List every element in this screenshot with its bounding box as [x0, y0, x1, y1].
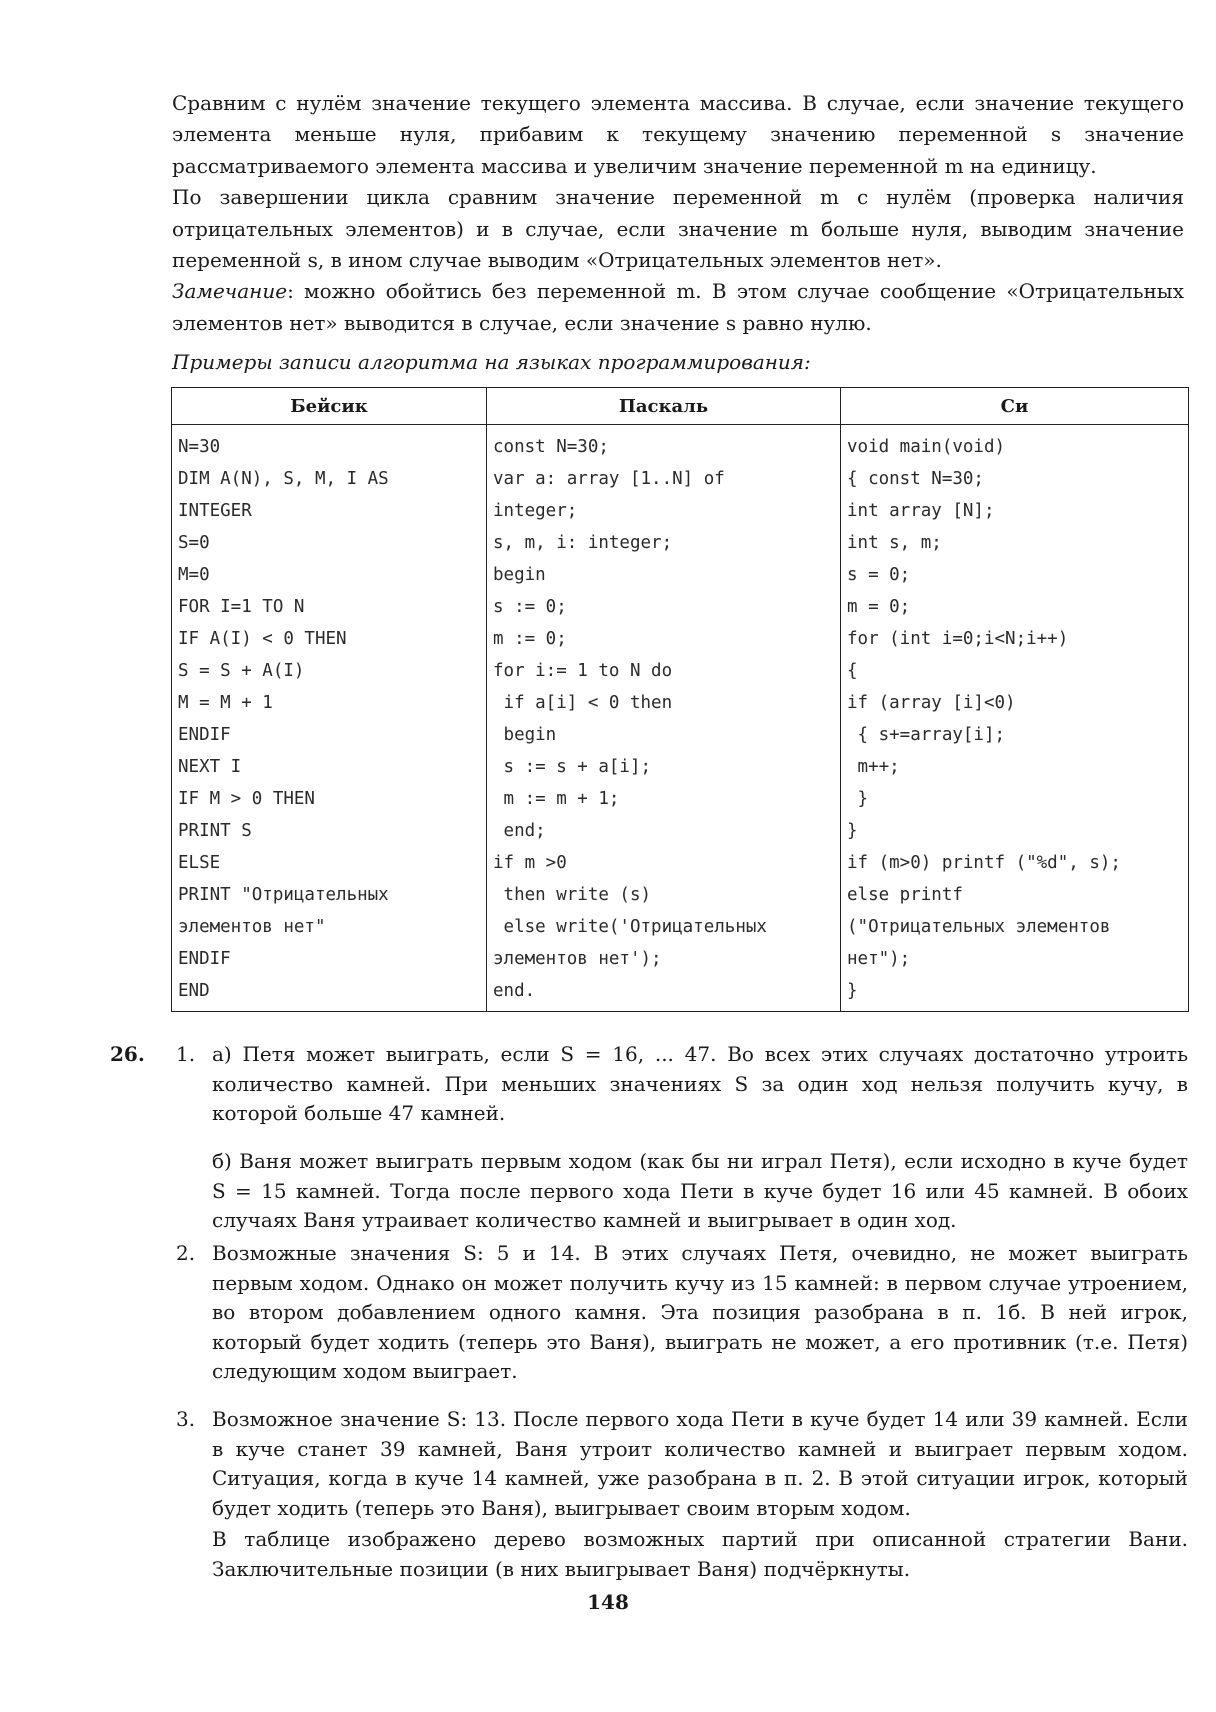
c-code-line: { const N=30;: [847, 469, 984, 489]
c-code-cell: [841, 425, 1189, 1012]
basic-code-line: INTEGER: [178, 501, 252, 521]
pascal-code-line: begin: [493, 725, 557, 745]
task-item-1b: [212, 1147, 1188, 1236]
basic-code-line: PRINT S: [178, 821, 252, 841]
basic-code-line: элементов нет": [178, 917, 326, 937]
header-pascal: Паскаль: [487, 388, 841, 425]
item-text: В таблице изображено дерево возможных партий при описанной стратегии Вани. Заключительные позиции (в них выигрывает Ваня) подчёркнуты.: [212, 1527, 1188, 1581]
pascal-code-line: then write (s): [493, 885, 652, 905]
basic-code-line: M=0: [178, 565, 210, 585]
pascal-code-line: элементов нет');: [493, 949, 662, 969]
c-code-line: for (int i=0;i<N;i++): [847, 629, 1069, 649]
item-text: б) Ваня может выиграть первым ходом (как бы ни играл Петя), если исходно в куче будет S = 15 камней. Тогда после первого хода Пети в куче будет 16 или 45 камней. В обоих случаях Ваня утраивает количество камней и выигрывает в один ход.: [212, 1149, 1188, 1232]
note-label: Замечание: [172, 279, 288, 304]
intro-paragraph-2: По завершении цикла сравним значение переменной m с нулём (проверка наличия отрицательных элементов) и в случае, если значение m больше нуля, выводим значение переменной s, в ином случае выводим «Отрицательных элементов нет».: [172, 185, 1184, 273]
c-code-line: else printf: [847, 885, 963, 905]
basic-code-line: ELSE: [178, 853, 221, 873]
c-code-line: {: [847, 661, 858, 681]
pascal-code-line: end.: [493, 981, 536, 1001]
basic-code-line: PRINT "Отрицательных: [178, 885, 389, 905]
basic-code-line: NEXT I: [178, 757, 242, 777]
pascal-code-line: var a: array [1..N] of: [493, 469, 725, 489]
note-text: : можно обойтись без переменной m. В этом случае сообщение «Отрицательных элементов нет» выводится в случае, если значение s равно нулю.: [172, 279, 1184, 335]
pascal-code-line: m := 0;: [493, 629, 567, 649]
c-code-line: if (array [i]<0): [847, 693, 1016, 713]
task-item-3-table-note: [212, 1525, 1188, 1584]
c-code-line: { s+=array[i];: [847, 725, 1006, 745]
pascal-code-line: end;: [493, 821, 546, 841]
pascal-code-line: else write('Отрицательных: [493, 917, 767, 937]
page-number: 148: [587, 1590, 629, 1614]
task-number: 26.: [110, 1042, 145, 1066]
header-basic: Бейсик: [172, 388, 487, 425]
pascal-code-line: for i:= 1 to N do: [493, 661, 673, 681]
pascal-code-line: begin: [493, 565, 546, 585]
basic-code-line: ENDIF: [178, 725, 231, 745]
item-text: а) Петя может выиграть, если S = 16, ... 47. Во всех этих случаях достаточно утроить количество камней. При меньших значениях S за один ход нельзя получить кучу, в которой больше 47 камней.: [212, 1042, 1188, 1125]
c-code-line: }: [847, 789, 869, 809]
pascal-code-line: integer;: [493, 501, 578, 521]
item-number: 3.: [176, 1407, 196, 1431]
basic-code-line: M = M + 1: [178, 693, 273, 713]
basic-code-line: FOR I=1 TO N: [178, 597, 305, 617]
header-c: Си: [841, 388, 1189, 425]
c-code-line: нет");: [847, 949, 911, 969]
basic-code-line: END: [178, 981, 210, 1001]
code-table-header-row: [172, 388, 1189, 425]
c-code-line: m++;: [847, 757, 900, 777]
intro-paragraph-1: Сравним с нулём значение текущего элемента массива. В случае, если значение текущего элемента меньше нуля, прибавим к текущему значению переменной s значение рассматриваемого элемента массива и увеличим значение переменной m на единицу.: [172, 91, 1184, 178]
c-code-line: int array [N];: [847, 501, 995, 521]
pascal-code-line: s := s + a[i];: [493, 757, 652, 777]
c-code-line: int s, m;: [847, 533, 942, 553]
pascal-code-line: s, m, i: integer;: [493, 533, 673, 553]
pascal-code-line: m := m + 1;: [493, 789, 620, 809]
c-code-line: ("Отрицательных элементов: [847, 917, 1111, 937]
c-code-line: if (m>0) printf ("%d", s);: [847, 853, 1121, 873]
item-text: Возможное значение S: 13. После первого хода Пети в куче будет 14 или 39 камней. Если в куче станет 39 камней, Ваня утроит количество камней и выиграет первым ходом. Ситуация, когда в куче 14 камней, уже разобрана в п. 2. В этой ситуации игрок, который будет ходить (теперь это Ваня), выигрывает своим вторым ходом.: [212, 1407, 1188, 1520]
basic-code-line: IF M > 0 THEN: [178, 789, 315, 809]
basic-code-line: S = S + A(I): [178, 661, 305, 681]
task-item-3: [176, 1405, 1188, 1523]
pascal-code-line: if m >0: [493, 853, 567, 873]
item-text: Возможные значения S: 5 и 14. В этих случаях Петя, очевидно, не может выиграть первым ходом. Однако он может получить кучу из 15 камней: в первом случае утроением, во втором добавлением одного камня. Эта позиция разобрана в п. 1б. В ней игрок, который будет ходить (теперь это Ваня), выиграть не может, а его противник (т.е. Петя) следующим ходом выиграет.: [212, 1241, 1188, 1383]
examples-caption: Примеры записи алгоритма на языках программирования:: [172, 350, 811, 375]
pascal-code-line: const N=30;: [493, 437, 609, 457]
basic-code-line: S=0: [178, 533, 210, 553]
task-item-2: [176, 1239, 1188, 1387]
code-table: [171, 387, 1189, 1012]
pascal-code-line: s := 0;: [493, 597, 567, 617]
pascal-code-line: if a[i] < 0 then: [493, 693, 673, 713]
intro-text: [172, 88, 1184, 379]
pascal-code-cell: [487, 425, 841, 1012]
basic-code-line: IF A(I) < 0 THEN: [178, 629, 347, 649]
item-number: 2.: [176, 1241, 196, 1265]
c-code-line: void main(void): [847, 437, 1006, 457]
item-number: 1.: [176, 1042, 196, 1066]
task-item-1: [176, 1040, 1188, 1129]
c-code-line: }: [847, 981, 858, 1001]
basic-code-line: N=30: [178, 437, 221, 457]
c-code-line: m = 0;: [847, 597, 911, 617]
basic-code-cell: [172, 425, 487, 1012]
basic-code-line: DIM A(N), S, M, I AS: [178, 469, 389, 489]
c-code-line: }: [847, 821, 858, 841]
intro-note: [172, 276, 1184, 339]
basic-code-line: ENDIF: [178, 949, 231, 969]
c-code-line: s = 0;: [847, 565, 911, 585]
